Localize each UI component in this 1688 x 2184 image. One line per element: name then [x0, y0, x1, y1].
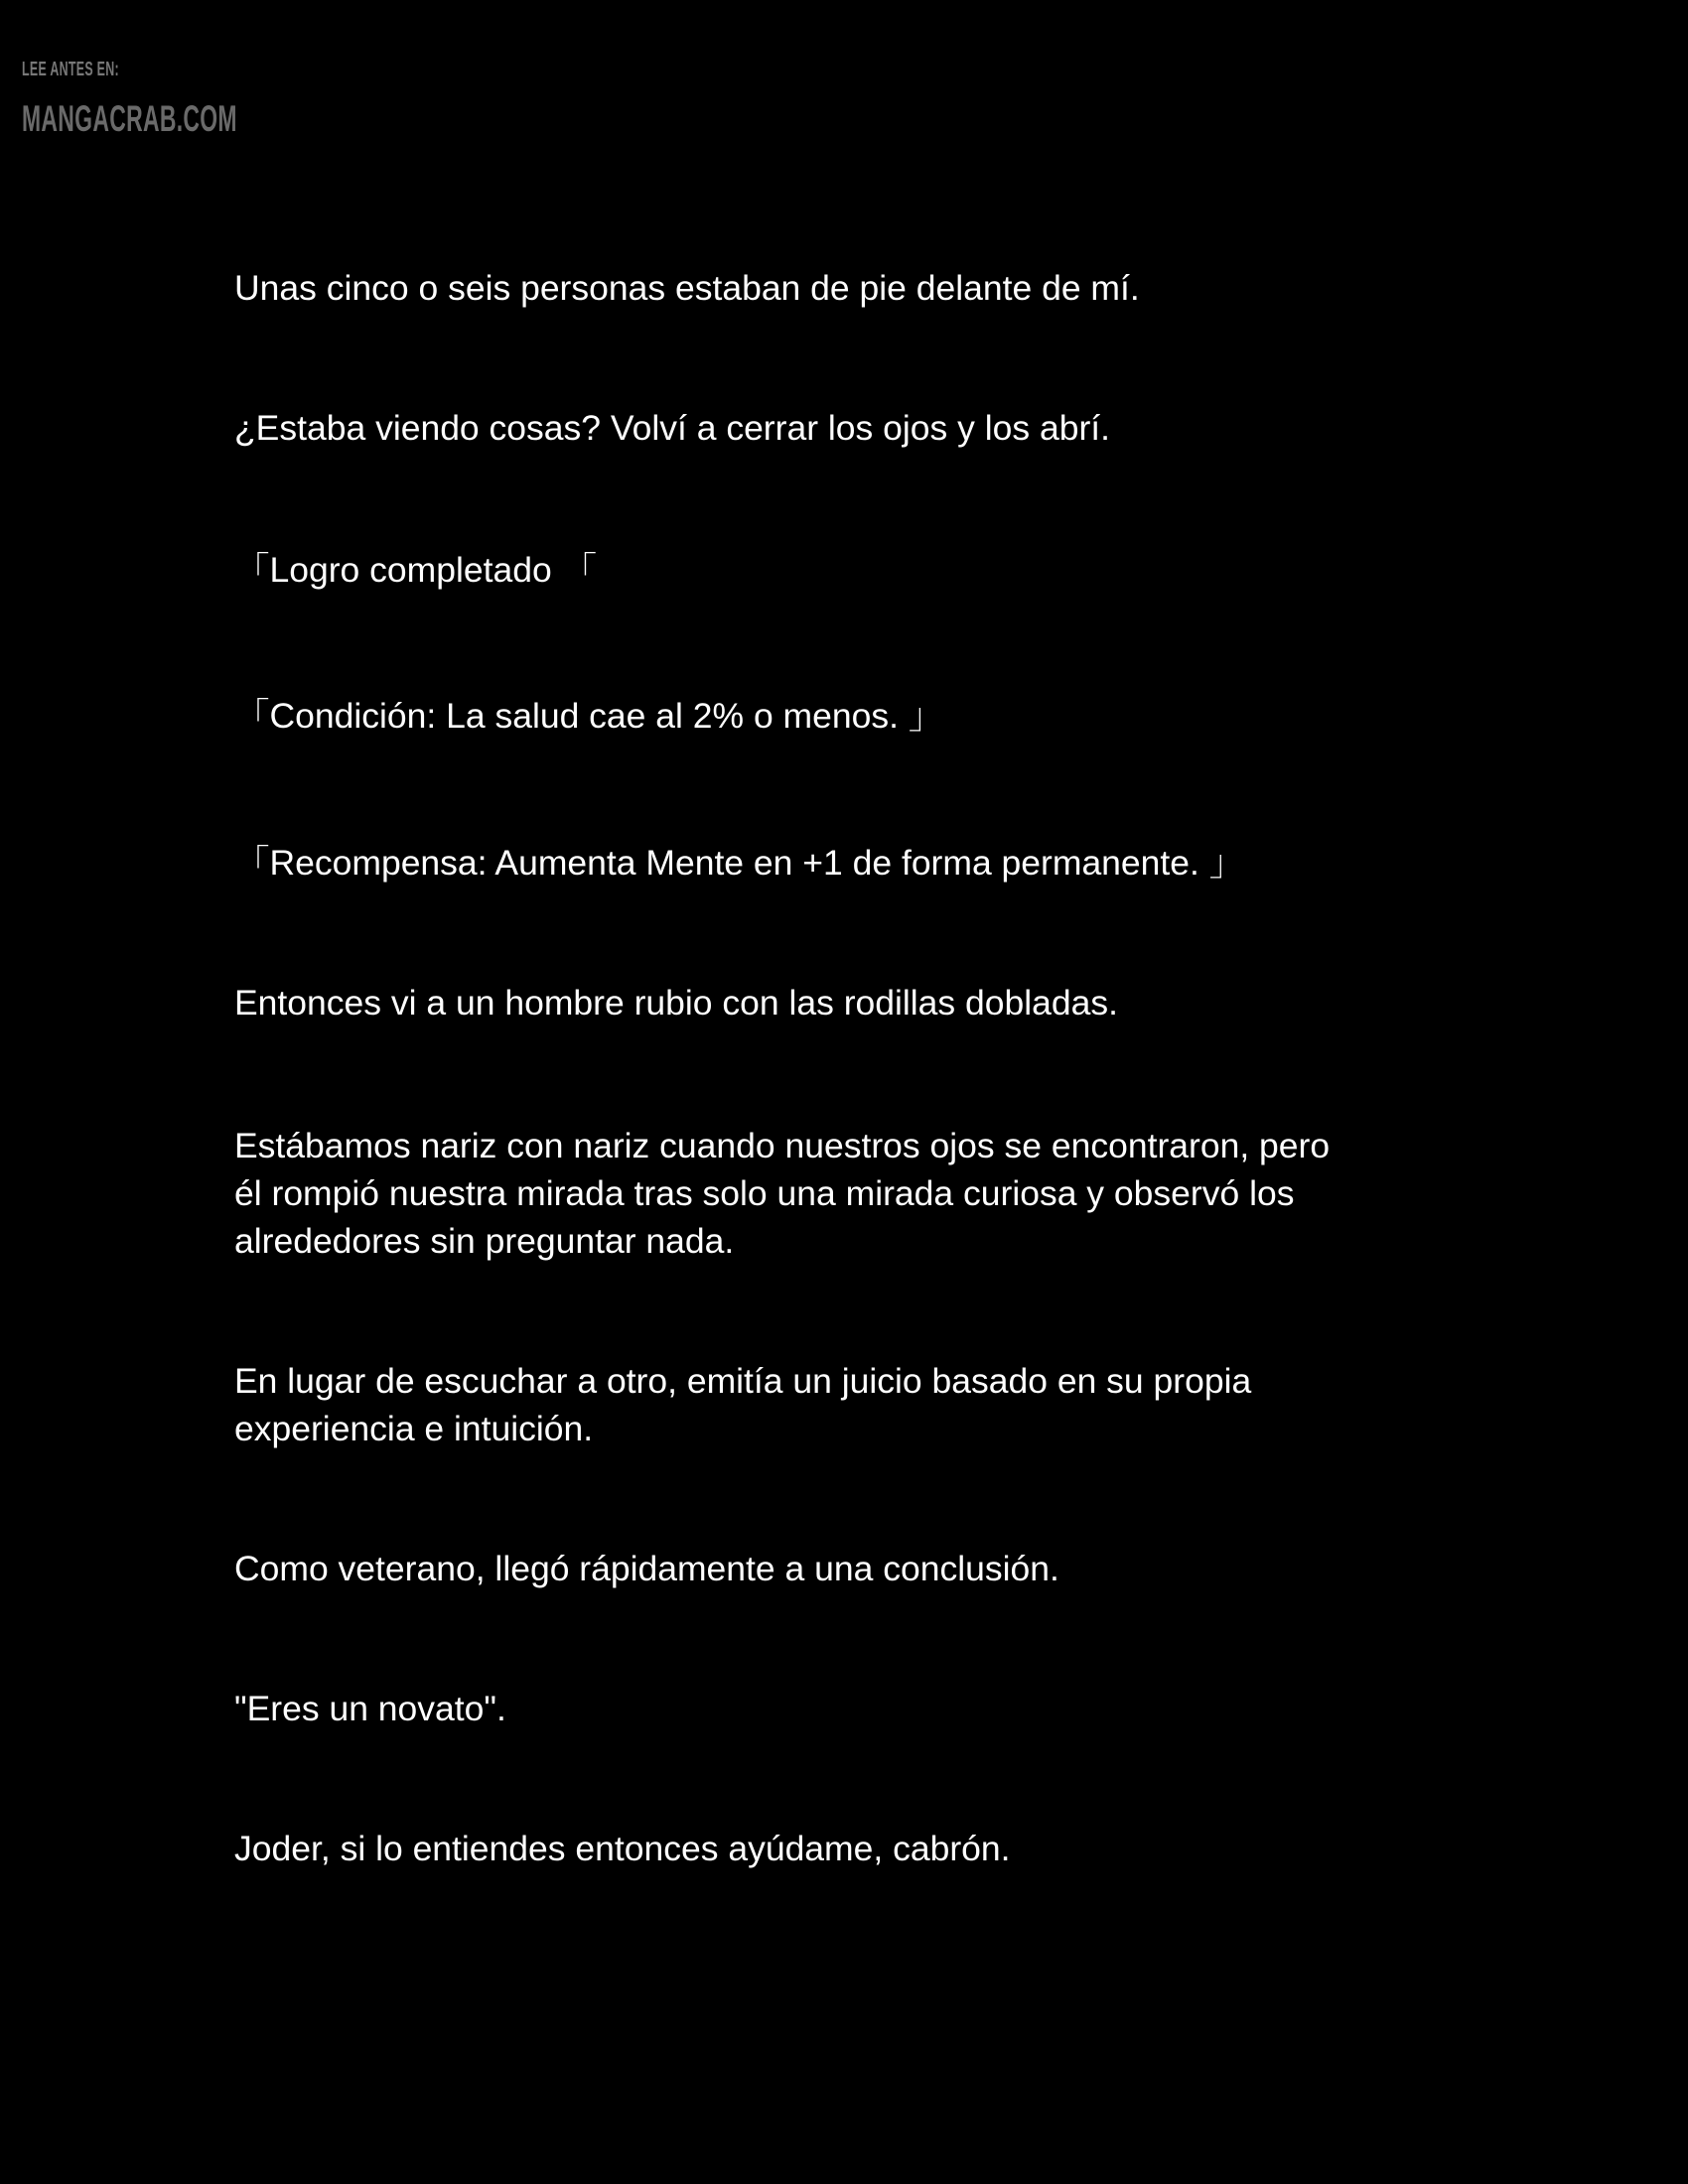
watermark-site-name: MANGACRAB.COM	[22, 98, 237, 139]
paragraph-11: Joder, si lo entiendes entonces ayúdame, cabrón.	[234, 1829, 1011, 1868]
system-message-achievement: 「Logro completado 「	[234, 550, 598, 590]
paragraph-8: En lugar de escuchar a otro, emitía un juicio basado en su propia experiencia e intuición.	[234, 1361, 1252, 1448]
site-watermark	[22, 58, 237, 139]
paragraph-9: Como veterano, llegó rápidamente a una conclusión.	[234, 1549, 1059, 1588]
system-message-condition: 「Condición: La salud cae al 2% o menos. 」	[234, 696, 944, 736]
paragraph-2: ¿Estaba viendo cosas? Volví a cerrar los ojos y los abrí.	[234, 408, 1111, 448]
paragraph-1: Unas cinco o seis personas estaban de pie delante de mí.	[234, 268, 1140, 308]
watermark-read-first-label: LEE ANTES EN:	[22, 59, 119, 80]
system-message-reward: 「Recompensa: Aumenta Mente en +1 de forma permanente. 」	[234, 843, 1245, 883]
paragraph-6: Entonces vi a un hombre rubio con las rodillas dobladas.	[234, 983, 1118, 1023]
paragraph-7: Estábamos nariz con nariz cuando nuestros ojos se encontraron, pero él rompió nuestra mirada tras solo una mirada curiosa y observó los alrededores sin preguntar nada.	[234, 1126, 1331, 1261]
dialogue-line: "Eres un novato".	[234, 1689, 506, 1728]
